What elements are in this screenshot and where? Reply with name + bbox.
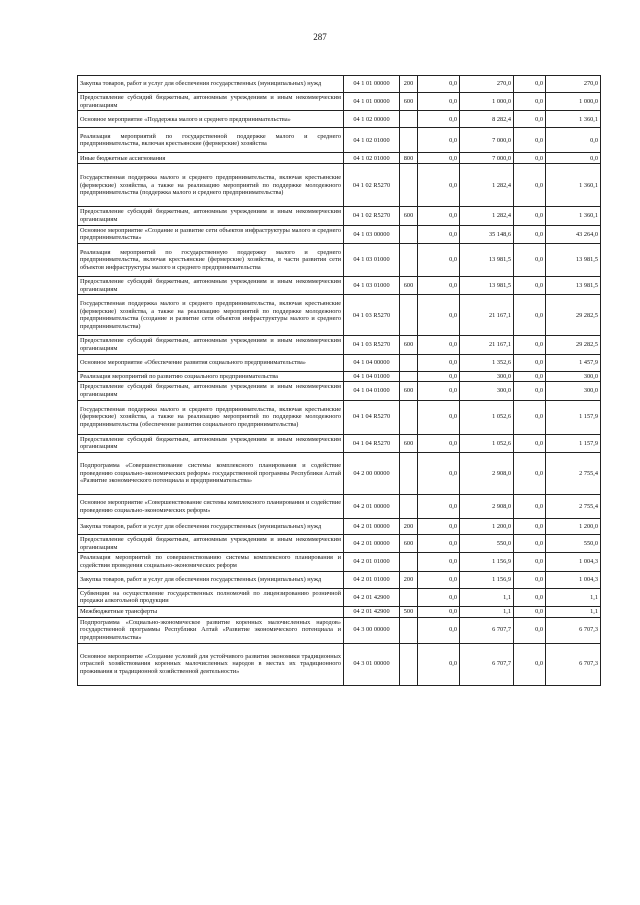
row-value-3: 0,0 (514, 225, 546, 243)
row-code: 04 1 04 00000 (344, 354, 400, 371)
row-code: 04 1 02 R5270 (344, 164, 400, 207)
row-vr (400, 244, 418, 277)
row-value-1: 0,0 (418, 93, 460, 111)
row-vr (400, 553, 418, 571)
row-code: 04 1 02 00000 (344, 111, 400, 128)
row-vr: 600 (400, 434, 418, 452)
row-code: 04 1 04 R5270 (344, 400, 400, 434)
row-code: 04 1 03 R5270 (344, 295, 400, 336)
row-code: 04 2 01 42900 (344, 588, 400, 606)
row-code: 04 2 01 42900 (344, 607, 400, 618)
row-vr: 600 (400, 277, 418, 295)
row-value-1: 0,0 (418, 354, 460, 371)
row-code: 04 1 04 R5270 (344, 434, 400, 452)
row-vr (400, 128, 418, 153)
row-name: Реализация мероприятий по государственную поддержку малого и среднего предпринимательства, включая крестьянские (фермерские) хозяйства, в части развития сети объектов инфраструктуры малого и среднего предпринимательства (78, 244, 344, 277)
row-value-3: 0,0 (514, 164, 546, 207)
row-value-4: 1 360,1 (546, 164, 601, 207)
row-value-4: 1,1 (546, 607, 601, 618)
table-row (78, 553, 601, 571)
row-value-4: 1 157,9 (546, 434, 601, 452)
row-name: Иные бюджетные ассигнования (78, 153, 344, 164)
table-row (78, 571, 601, 588)
row-name: Закупка товаров, работ и услуг для обеспечения государственных (муниципальных) нужд (78, 76, 344, 93)
row-value-4: 1 157,9 (546, 400, 601, 434)
row-vr (400, 164, 418, 207)
row-value-4: 1 004,3 (546, 553, 601, 571)
row-value-4: 13 981,5 (546, 277, 601, 295)
row-value-1: 0,0 (418, 495, 460, 519)
row-name: Реализация мероприятий по совершенствованию системы комплексного планирования и содействия проведения социально-экономических реформ (78, 553, 344, 571)
row-value-3: 0,0 (514, 382, 546, 400)
row-vr: 200 (400, 76, 418, 93)
row-code: 04 3 00 00000 (344, 617, 400, 643)
row-value-2: 1,1 (460, 607, 514, 618)
row-value-2: 1 052,6 (460, 400, 514, 434)
row-value-2: 13 981,5 (460, 244, 514, 277)
row-vr: 200 (400, 571, 418, 588)
table-row (78, 336, 601, 354)
row-name: Предоставление субсидий бюджетным, автономным учреждениям и иным некоммерческим организациям (78, 207, 344, 225)
row-value-3: 0,0 (514, 400, 546, 434)
row-value-2: 8 282,4 (460, 111, 514, 128)
row-value-3: 0,0 (514, 607, 546, 618)
row-vr (400, 495, 418, 519)
table-row (78, 643, 601, 685)
row-value-2: 2 908,0 (460, 453, 514, 495)
row-value-4: 2 755,4 (546, 453, 601, 495)
row-value-1: 0,0 (418, 535, 460, 553)
row-value-2: 21 167,1 (460, 336, 514, 354)
row-value-4: 550,0 (546, 535, 601, 553)
row-value-1: 0,0 (418, 371, 460, 382)
row-value-2: 1,1 (460, 588, 514, 606)
row-code: 04 2 01 00000 (344, 519, 400, 535)
row-vr: 500 (400, 607, 418, 618)
row-name: Основное мероприятие «Обеспечение развития социального предпринимательства» (78, 354, 344, 371)
row-name: Подпрограмма «Совершенствование системы комплексного планирования и содействие проведению социально-экономических реформ» государственной программы Республики Алтай «Развитие экономического потенциала и предпринимательства» (78, 453, 344, 495)
row-name: Предоставление субсидий бюджетным, автономным учреждениям и иным некоммерческим организациям (78, 535, 344, 553)
row-value-1: 0,0 (418, 434, 460, 452)
row-value-3: 0,0 (514, 588, 546, 606)
page-number: 287 (313, 32, 327, 42)
row-value-2: 21 167,1 (460, 295, 514, 336)
row-value-3: 0,0 (514, 93, 546, 111)
row-code: 04 2 01 01000 (344, 553, 400, 571)
row-vr (400, 354, 418, 371)
row-value-4: 2 755,4 (546, 495, 601, 519)
row-code: 04 1 04 01000 (344, 371, 400, 382)
row-name: Основное мероприятие «Совершенствование системы комплексного планирования и содействие проведению социально-экономических реформ» (78, 495, 344, 519)
table-row (78, 164, 601, 207)
row-value-2: 1 200,0 (460, 519, 514, 535)
row-value-4: 1,1 (546, 588, 601, 606)
row-value-2: 1 000,0 (460, 93, 514, 111)
row-value-1: 0,0 (418, 76, 460, 93)
row-code: 04 1 04 01000 (344, 382, 400, 400)
row-name: Основное мероприятие «Создание условий для устойчивого развития экономики традиционных отраслей хозяйствования коренных малочисленных народов в местах их традиционного проживания и традиционной хозяйственной деятельности» (78, 643, 344, 685)
row-code: 04 1 02 01000 (344, 153, 400, 164)
row-value-3: 0,0 (514, 519, 546, 535)
row-value-1: 0,0 (418, 400, 460, 434)
row-value-3: 0,0 (514, 111, 546, 128)
row-value-4: 270,0 (546, 76, 601, 93)
row-name: Предоставление субсидий бюджетным, автономным учреждениям и иным некоммерческим организациям (78, 336, 344, 354)
row-value-2: 1 282,4 (460, 164, 514, 207)
row-value-3: 0,0 (514, 277, 546, 295)
row-value-4: 300,0 (546, 382, 601, 400)
table-row (78, 495, 601, 519)
row-code: 04 2 01 01000 (344, 571, 400, 588)
row-code: 04 3 01 00000 (344, 643, 400, 685)
row-value-4: 29 282,5 (546, 295, 601, 336)
row-value-4: 1 200,0 (546, 519, 601, 535)
row-value-4: 43 264,0 (546, 225, 601, 243)
row-code: 04 2 01 00000 (344, 495, 400, 519)
row-value-2: 35 148,6 (460, 225, 514, 243)
row-value-2: 1 052,6 (460, 434, 514, 452)
row-code: 04 1 03 01000 (344, 244, 400, 277)
row-value-1: 0,0 (418, 643, 460, 685)
row-vr (400, 371, 418, 382)
table-row (78, 225, 601, 243)
row-value-1: 0,0 (418, 111, 460, 128)
row-value-3: 0,0 (514, 76, 546, 93)
row-value-1: 0,0 (418, 617, 460, 643)
row-value-2: 1 352,6 (460, 354, 514, 371)
row-value-3: 0,0 (514, 434, 546, 452)
row-value-3: 0,0 (514, 535, 546, 553)
row-name: Предоставление субсидий бюджетным, автономным учреждениям и иным некоммерческим организациям (78, 434, 344, 452)
row-name: Государственная поддержка малого и среднего предпринимательства, включая крестьянские (фермерские) хозяйства, а также на реализацию мероприятий по поддержке молодежного предпринимательства (создание и развитие сети объектов инфраструктуры малого и среднего предпринимательства) (78, 295, 344, 336)
row-name: Государственная поддержка малого и среднего предпринимательства, включая крестьянские (фермерские) хозяйства, а также на реализацию мероприятий по поддержке молодежного предпринимательства (поддержка малого и среднего предпринимательства) (78, 164, 344, 207)
row-vr: 800 (400, 153, 418, 164)
table-row (78, 607, 601, 618)
row-value-4: 1 360,1 (546, 207, 601, 225)
row-name: Межбюджетные трансферты (78, 607, 344, 618)
row-code: 04 2 00 00000 (344, 453, 400, 495)
row-value-3: 0,0 (514, 571, 546, 588)
row-code: 04 1 03 01000 (344, 277, 400, 295)
row-value-1: 0,0 (418, 571, 460, 588)
row-value-4: 6 707,3 (546, 617, 601, 643)
row-value-2: 1 282,4 (460, 207, 514, 225)
row-value-4: 6 707,3 (546, 643, 601, 685)
row-value-1: 0,0 (418, 382, 460, 400)
row-value-1: 0,0 (418, 588, 460, 606)
row-vr (400, 643, 418, 685)
table-row (78, 277, 601, 295)
row-value-3: 0,0 (514, 354, 546, 371)
row-value-4: 29 282,5 (546, 336, 601, 354)
row-name: Закупка товаров, работ и услуг для обеспечения государственных (муниципальных) нужд (78, 519, 344, 535)
row-value-3: 0,0 (514, 244, 546, 277)
table-row (78, 588, 601, 606)
row-value-1: 0,0 (418, 519, 460, 535)
row-value-2: 270,0 (460, 76, 514, 93)
row-name: Реализация мероприятий по развитию социального предпринимательства (78, 371, 344, 382)
row-value-2: 1 156,9 (460, 553, 514, 571)
table-row (78, 453, 601, 495)
row-value-1: 0,0 (418, 607, 460, 618)
table-row (78, 519, 601, 535)
row-value-3: 0,0 (514, 207, 546, 225)
row-value-3: 0,0 (514, 553, 546, 571)
table-row (78, 207, 601, 225)
row-value-1: 0,0 (418, 207, 460, 225)
row-value-4: 1 360,1 (546, 111, 601, 128)
row-value-3: 0,0 (514, 153, 546, 164)
row-value-1: 0,0 (418, 336, 460, 354)
row-value-3: 0,0 (514, 495, 546, 519)
row-value-2: 2 908,0 (460, 495, 514, 519)
row-code: 04 1 01 00000 (344, 93, 400, 111)
row-value-4: 13 981,5 (546, 244, 601, 277)
row-value-3: 0,0 (514, 295, 546, 336)
row-vr (400, 111, 418, 128)
table-row (78, 93, 601, 111)
row-value-3: 0,0 (514, 371, 546, 382)
row-value-3: 0,0 (514, 617, 546, 643)
row-value-1: 0,0 (418, 244, 460, 277)
row-value-2: 1 156,9 (460, 571, 514, 588)
row-code: 04 1 02 01000 (344, 128, 400, 153)
row-vr: 200 (400, 519, 418, 535)
row-value-4: 300,0 (546, 371, 601, 382)
table-row (78, 400, 601, 434)
row-value-1: 0,0 (418, 453, 460, 495)
table-row (78, 434, 601, 452)
row-name: Субвенции на осуществление государственных полномочий по лицензированию розничной продажи алкогольной продукции (78, 588, 344, 606)
row-value-3: 0,0 (514, 643, 546, 685)
table-row (78, 617, 601, 643)
row-value-1: 0,0 (418, 277, 460, 295)
table-row (78, 153, 601, 164)
row-code: 04 1 01 00000 (344, 76, 400, 93)
row-name: Основное мероприятие «Поддержка малого и среднего предпринимательства» (78, 111, 344, 128)
row-vr (400, 225, 418, 243)
row-name: Основное мероприятие «Создание и развитие сети объектов инфраструктуры малого и среднего предпринимательства» (78, 225, 344, 243)
row-value-2: 6 707,7 (460, 617, 514, 643)
row-value-2: 300,0 (460, 371, 514, 382)
row-value-4: 1 000,0 (546, 93, 601, 111)
row-name: Закупка товаров, работ и услуг для обеспечения государственных (муниципальных) нужд (78, 571, 344, 588)
row-vr: 600 (400, 535, 418, 553)
row-code: 04 1 03 00000 (344, 225, 400, 243)
row-value-2: 6 707,7 (460, 643, 514, 685)
row-vr: 600 (400, 382, 418, 400)
table-row (78, 354, 601, 371)
row-value-4: 0,0 (546, 128, 601, 153)
row-vr: 600 (400, 207, 418, 225)
row-value-1: 0,0 (418, 225, 460, 243)
row-name: Реализация мероприятий по государственной поддержке малого и среднего предпринимательства, включая крестьянские (фермерские) хозяйства (78, 128, 344, 153)
row-name: Государственная поддержка малого и среднего предпринимательства, включая крестьянские (фермерские) хозяйства, а также на реализацию мероприятий по поддержке молодежного предпринимательства (обеспечение развития социального предпринимательства) (78, 400, 344, 434)
row-name: Предоставление субсидий бюджетным, автономным учреждениям и иным некоммерческим организациям (78, 93, 344, 111)
row-value-2: 13 981,5 (460, 277, 514, 295)
row-value-1: 0,0 (418, 164, 460, 207)
table-row (78, 382, 601, 400)
row-value-2: 550,0 (460, 535, 514, 553)
row-value-1: 0,0 (418, 553, 460, 571)
table-row (78, 128, 601, 153)
row-value-1: 0,0 (418, 153, 460, 164)
row-value-1: 0,0 (418, 128, 460, 153)
row-value-3: 0,0 (514, 336, 546, 354)
row-value-2: 300,0 (460, 382, 514, 400)
row-vr (400, 588, 418, 606)
table-row (78, 295, 601, 336)
table-row (78, 76, 601, 93)
table-row (78, 535, 601, 553)
row-vr (400, 453, 418, 495)
table-row (78, 371, 601, 382)
row-value-4: 1 457,9 (546, 354, 601, 371)
row-value-2: 7 000,0 (460, 153, 514, 164)
row-code: 04 1 03 R5270 (344, 336, 400, 354)
row-vr: 600 (400, 336, 418, 354)
row-vr: 600 (400, 93, 418, 111)
row-value-3: 0,0 (514, 128, 546, 153)
row-value-1: 0,0 (418, 295, 460, 336)
row-code: 04 1 02 R5270 (344, 207, 400, 225)
budget-table-body (78, 76, 601, 686)
table-row (78, 111, 601, 128)
row-name: Предоставление субсидий бюджетным, автономным учреждениям и иным некоммерческим организациям (78, 382, 344, 400)
row-value-4: 1 004,3 (546, 571, 601, 588)
row-value-3: 0,0 (514, 453, 546, 495)
row-code: 04 2 01 00000 (344, 535, 400, 553)
row-name: Предоставление субсидий бюджетным, автономным учреждениям и иным некоммерческим организациям (78, 277, 344, 295)
row-vr (400, 400, 418, 434)
row-vr (400, 617, 418, 643)
row-value-2: 7 000,0 (460, 128, 514, 153)
budget-table (77, 75, 601, 686)
row-vr (400, 295, 418, 336)
row-value-4: 0,0 (546, 153, 601, 164)
row-name: Подпрограмма «Социально-экономическое развитие коренных малочисленных народов» государственной программы Республики Алтай «Развитие экономического потенциала и предпринимательства» (78, 617, 344, 643)
table-row (78, 244, 601, 277)
